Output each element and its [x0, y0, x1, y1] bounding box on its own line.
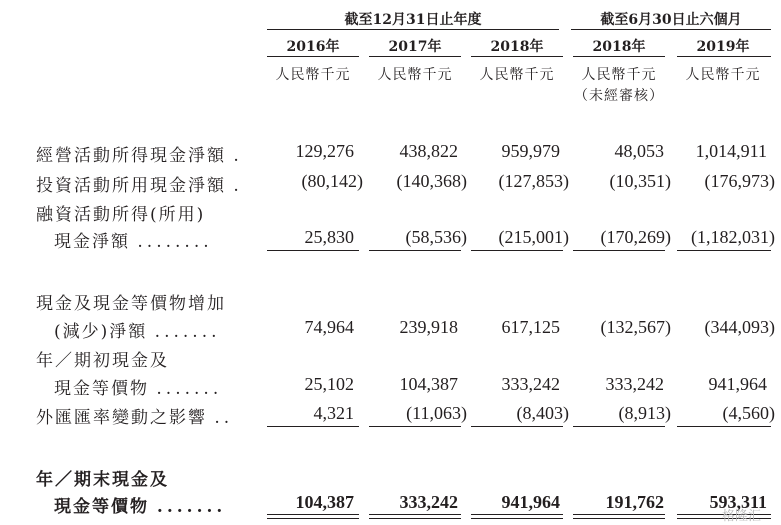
- unit-header-2018-h1: 人民幣千元: [581, 67, 657, 83]
- year-underline-2018-h1: [573, 56, 665, 57]
- row-label-closing-line1: 年／期末現金及: [36, 470, 169, 490]
- row-label-investing: 投資活動所用現金淨額 .: [36, 176, 243, 196]
- cell-financing-2018: (215,001): [498, 227, 569, 247]
- year-underline-2019-h1: [677, 56, 771, 57]
- year-header-2016: 2016年: [286, 39, 340, 55]
- subtotal-line-2016: [267, 250, 359, 251]
- fx-line-2016: [267, 426, 359, 427]
- row-label-operating: 經營活動所得現金淨額 .: [36, 146, 243, 166]
- cell-operating-2018-h1: 48,053: [614, 141, 664, 161]
- cell-investing-2018: (127,853): [498, 171, 569, 191]
- cell-opening-2017: 104,387: [399, 374, 458, 394]
- unit-header-2016: 人民幣千元: [275, 67, 351, 83]
- cell-closing-2018: 941,964: [501, 492, 560, 512]
- cell-operating-2019-h1: 1,014,911: [695, 141, 767, 161]
- unit-header-2018: 人民幣千元: [479, 67, 555, 83]
- cell-financing-2018-h1: (170,269): [600, 227, 671, 247]
- subtotal-line-2018: [471, 250, 563, 251]
- row-label-closing-line2: 現金等價物 .......: [54, 497, 227, 517]
- fx-line-2019-h1: [677, 426, 771, 427]
- year-header-2019-h1: 2019年: [696, 39, 750, 55]
- year-header-2017: 2017年: [388, 39, 442, 55]
- cell-closing-2017: 333,242: [399, 492, 458, 512]
- cell-net-change-2016: 74,964: [304, 317, 354, 337]
- cell-investing-2018-h1: (10,351): [609, 171, 671, 191]
- fx-line-2018: [471, 426, 563, 427]
- group-underline-full-year: [267, 29, 559, 30]
- cell-investing-2019-h1: (176,973): [704, 171, 775, 191]
- cell-operating-2017: 438,822: [399, 141, 458, 161]
- unit-header-2019-h1: 人民幣千元: [685, 67, 761, 83]
- cell-financing-2019-h1: (1,182,031): [691, 227, 775, 247]
- cell-net-change-2018: 617,125: [501, 317, 560, 337]
- year-underline-2018: [471, 56, 563, 57]
- row-label-fx: 外匯匯率變動之影響 ..: [36, 408, 234, 428]
- total-double-line-2017: [369, 514, 461, 519]
- total-double-line-2018: [471, 514, 563, 519]
- cell-fx-2018-h1: (8,913): [618, 403, 671, 423]
- subtotal-line-2019-h1: [677, 250, 771, 251]
- cell-operating-2016: 129,276: [295, 141, 354, 161]
- cell-investing-2017: (140,368): [396, 171, 467, 191]
- fx-line-2017: [369, 426, 461, 427]
- cell-opening-2018: 333,242: [501, 374, 560, 394]
- cell-operating-2018: 959,979: [501, 141, 560, 161]
- cell-opening-2016: 25,102: [304, 374, 354, 394]
- row-label-net-change-line2: (減少)淨額 .......: [54, 322, 221, 342]
- cell-fx-2017: (11,063): [406, 403, 467, 423]
- cell-net-change-2017: 239,918: [399, 317, 458, 337]
- row-label-net-change-line1: 現金及現金等價物增加: [36, 294, 226, 314]
- cell-closing-2019-h1: 593,311: [709, 492, 767, 512]
- group-header-half-year: 截至6月30日止六個月: [600, 12, 742, 28]
- group-underline-half-year: [571, 29, 771, 30]
- row-label-financing-line2: 現金淨額 ........: [54, 232, 213, 252]
- group-header-full-year: 截至12月31日止年度: [344, 12, 482, 28]
- year-header-2018: 2018年: [490, 39, 544, 55]
- cell-fx-2018: (8,403): [516, 403, 569, 423]
- unaudited-note: （未經審核）: [574, 88, 664, 104]
- total-double-line-2016: [267, 514, 359, 519]
- cell-net-change-2018-h1: (132,567): [600, 317, 671, 337]
- cell-closing-2018-h1: 191,762: [605, 492, 664, 512]
- unit-header-2017: 人民幣千元: [377, 67, 453, 83]
- row-label-financing-line1: 融資活動所得(所用): [36, 205, 206, 225]
- row-label-opening-line2: 現金等價物 .......: [54, 379, 223, 399]
- cell-fx-2019-h1: (4,560): [722, 403, 775, 423]
- row-label-opening-line1: 年／期初現金及: [36, 351, 169, 371]
- cell-investing-2016: (80,142): [301, 171, 363, 191]
- watermark: 格隆汇: [722, 509, 762, 524]
- year-header-2018-h1: 2018年: [592, 39, 646, 55]
- cell-fx-2016: 4,321: [313, 403, 354, 423]
- total-double-line-2018-h1: [573, 514, 665, 519]
- cell-opening-2018-h1: 333,242: [605, 374, 664, 394]
- cell-opening-2019-h1: 941,964: [708, 374, 767, 394]
- subtotal-line-2018-h1: [573, 250, 665, 251]
- cell-financing-2016: 25,830: [304, 227, 354, 247]
- subtotal-line-2017: [369, 250, 461, 251]
- year-underline-2016: [267, 56, 359, 57]
- cell-net-change-2019-h1: (344,093): [704, 317, 775, 337]
- fx-line-2018-h1: [573, 426, 665, 427]
- cell-financing-2017: (58,536): [405, 227, 467, 247]
- year-underline-2017: [369, 56, 461, 57]
- cell-closing-2016: 104,387: [295, 492, 354, 512]
